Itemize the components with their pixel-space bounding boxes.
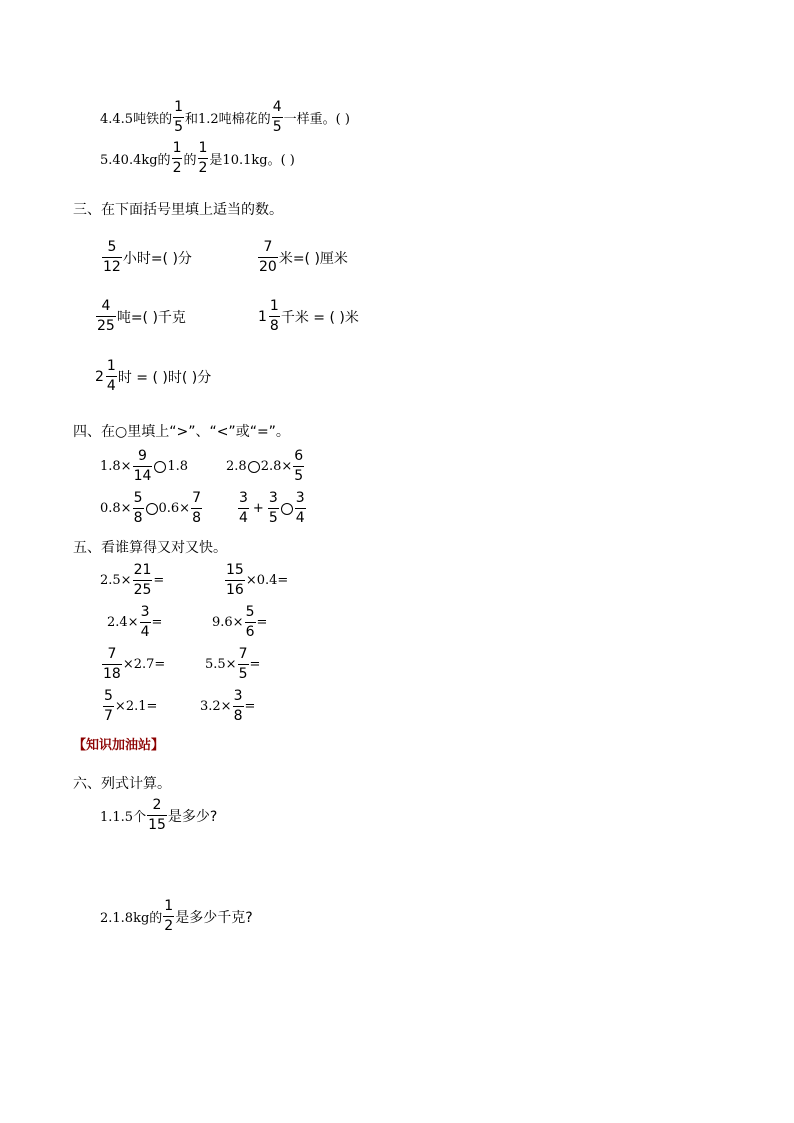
sec5-expr-6: 5.5× $\frac{7}{5}$ =: [205, 646, 261, 682]
sec3-item-5: 2 $\frac{1}{4}$ 时 = ( )时( )分: [95, 358, 212, 394]
question-5: [100, 141, 295, 176]
sec4-row2-b: $\frac{3}{4}$ + $\frac{3}{5}$ $\frac{3}{4}$: [239, 490, 305, 526]
q5-text-b: 的: [183, 153, 197, 168]
fraction: $\frac{1}{2}$: [198, 140, 208, 176]
sec4-row2-a: 0.8× $\frac{5}{8}$ 0.6× $\frac{7}{8}$: [100, 490, 201, 526]
q4-text-c: 一样重。( ): [283, 112, 350, 127]
compare-circle[interactable]: [281, 503, 293, 515]
fraction: $\frac{1}{2}$: [172, 140, 182, 176]
compare-circle[interactable]: [154, 461, 166, 473]
sec5-expr-7: $\frac{5}{7}$ ×2.1=: [104, 688, 158, 724]
question-4: [100, 100, 350, 135]
sec4-row1-b: 2.8 2.8× $\frac{6}{5}$: [226, 448, 304, 484]
sec6-problem-2: 2.1.8kg的 $\frac{1}{2}$ 是多少千克?: [100, 898, 253, 934]
sec4-row1-a: 1.8× $\frac{9}{14}$ 1.8: [100, 448, 189, 484]
section-5-title: 五、看谁算得又对又快。: [73, 540, 227, 556]
sec6-problem-1: 1.1.5个 $\frac{2}{15}$ 是多少?: [100, 797, 218, 833]
sec5-expr-1: 2.5× $\frac{21}{25}$ =: [100, 562, 165, 598]
q5-text-c: 是10.1kg。( ): [209, 153, 295, 168]
q4-text-b: 和1.2吨棉花的: [185, 112, 271, 127]
sec3-item-1: $\frac{5}{12}$ 小时=( )分: [103, 239, 192, 275]
compare-circle[interactable]: [248, 461, 260, 473]
sec5-expr-3: 2.4× $\frac{3}{4}$ =: [107, 604, 163, 640]
sec3-item-3: $\frac{4}{25}$ 吨=( )千克: [97, 298, 186, 334]
q4-text-a: 4.4.5吨铁的: [100, 112, 173, 127]
knowledge-banner: 【知识加油站】: [73, 738, 165, 753]
sec3-item-4: 1 $\frac{1}{8}$ 千米 = ( )米: [258, 298, 359, 334]
sec5-expr-4: 9.6× $\frac{5}{6}$ =: [212, 604, 268, 640]
fraction: $\frac{4}{5}$: [272, 99, 282, 135]
sec5-expr-2: $\frac{15}{16}$ ×0.4=: [226, 562, 289, 598]
section-4-title: 四、在○里填上“>”、“<”或“=”。: [73, 424, 290, 440]
sec3-item-2: $\frac{7}{20}$ 米=( )厘米: [259, 239, 348, 275]
section-3-title: 三、在下面括号里填上适当的数。: [73, 202, 283, 218]
compare-circle[interactable]: [146, 503, 158, 515]
fraction: $\frac{1}{5}$: [174, 99, 183, 135]
sec5-expr-5: $\frac{7}{18}$ ×2.7=: [103, 646, 166, 682]
section-6-title: 六、列式计算。: [73, 776, 171, 792]
q5-text-a: 5.40.4kg的: [100, 153, 171, 168]
sec5-expr-8: 3.2× $\frac{3}{8}$ =: [200, 688, 256, 724]
